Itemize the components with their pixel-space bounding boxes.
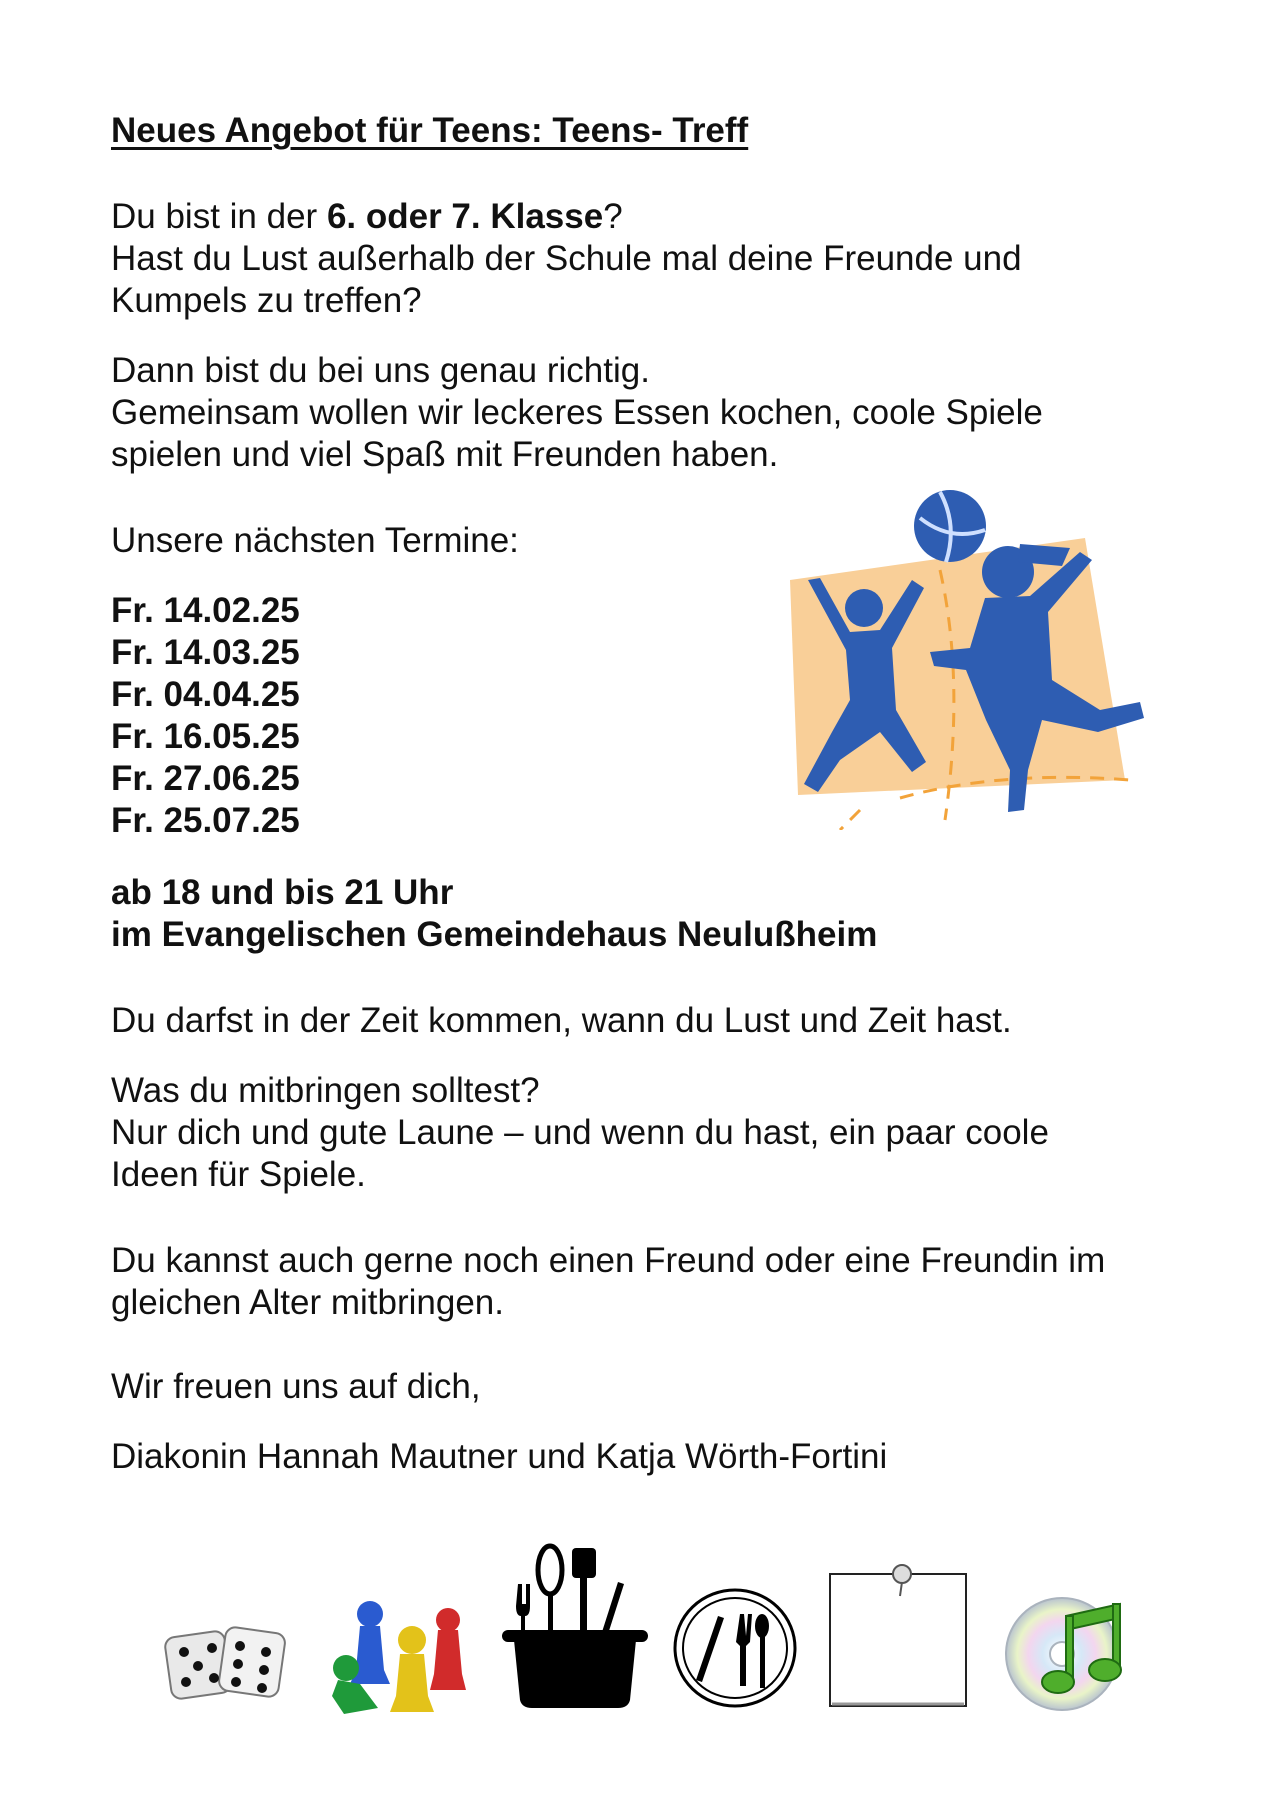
paragraph-line: spielen und viel Spaß mit Freunden haben.	[111, 435, 779, 474]
intro-text: Du bist in der	[111, 197, 327, 236]
date-item: Fr. 16.05.25	[111, 717, 300, 756]
note-paper-icon	[822, 1562, 972, 1712]
come-any-time-text: Du darfst in der Zeit kommen, wann du Lust und Zeit hast.	[111, 1001, 1012, 1040]
date-item: Fr. 04.04.25	[111, 675, 300, 714]
date-item: Fr. 27.06.25	[111, 759, 300, 798]
friend-text: gleichen Alter mitbringen.	[111, 1283, 504, 1322]
intro-question-class	[111, 196, 623, 238]
question-mark: ?	[603, 197, 623, 236]
paragraph-line: Dann bist du bei uns genau richtig.	[111, 351, 650, 390]
class-highlight: 6. oder 7. Klasse	[326, 197, 604, 236]
dates-heading: Unsere nächsten Termine:	[111, 521, 519, 560]
game-pieces-icon	[326, 1600, 468, 1720]
dice-icon	[160, 1616, 290, 1716]
signature: Diakonin Hannah Mautner und Katja Wörth-Fortini	[111, 1437, 888, 1476]
intro-line: Hast du Lust außerhalb der Schule mal deine Freunde und	[111, 239, 1022, 278]
playing-kids-illustration	[780, 480, 1160, 830]
date-item: Fr. 14.02.25	[111, 591, 300, 630]
closing-text: Wir freuen uns auf dich,	[111, 1367, 481, 1406]
music-cd-icon	[1000, 1588, 1140, 1712]
intro-line: Kumpels zu treffen?	[111, 281, 422, 320]
date-item: Fr. 25.07.25	[111, 801, 300, 840]
paragraph-line: Gemeinsam wollen wir leckeres Essen kochen, coole Spiele	[111, 393, 1043, 432]
bring-question: Was du mitbringen solltest?	[111, 1071, 540, 1110]
plate-cutlery-icon	[670, 1586, 800, 1710]
cooking-pot-icon	[500, 1542, 650, 1710]
location-info: im Evangelischen Gemeindehaus Neulußheim	[111, 915, 878, 954]
dates-list	[111, 590, 300, 842]
bring-answer: Nur dich und gute Laune – und wenn du hast, ein paar coole	[111, 1113, 1049, 1152]
page-title: Neues Angebot für Teens: Teens- Treff	[111, 111, 749, 150]
bring-answer: Ideen für Spiele.	[111, 1155, 366, 1194]
time-info: ab 18 und bis 21 Uhr	[111, 873, 454, 912]
date-item: Fr. 14.03.25	[111, 633, 300, 672]
friend-text: Du kannst auch gerne noch einen Freund oder eine Freundin im	[111, 1241, 1106, 1280]
